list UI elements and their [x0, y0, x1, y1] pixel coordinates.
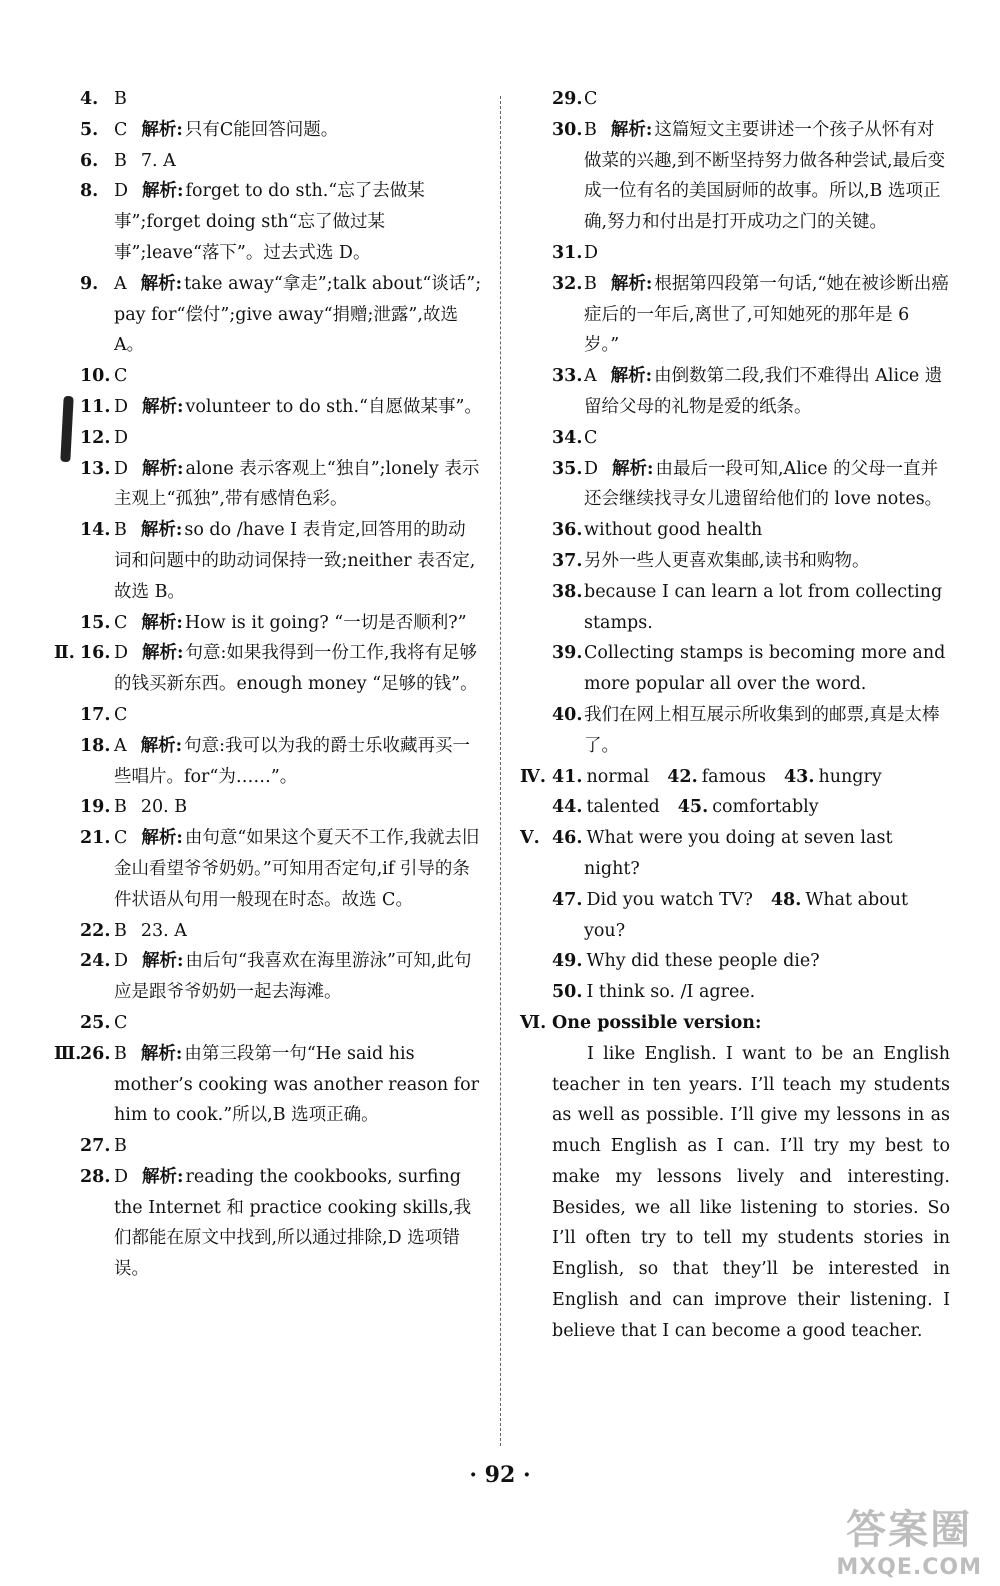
question-number: 37. — [552, 550, 583, 571]
answer-text: 由倒数第二段,我们不难得出 Alice 遗留给父母的礼物是爱的纸条。 — [584, 366, 943, 417]
answer-letter: C — [114, 612, 128, 633]
answer-entry — [54, 1131, 482, 1162]
answer-entry — [520, 638, 950, 700]
answer-letter: C — [114, 366, 128, 387]
question-number: 48. — [770, 889, 802, 910]
question-number: 8. — [80, 181, 99, 202]
answer-letter: D — [114, 643, 129, 664]
question-number: 34. — [552, 427, 583, 448]
analysis-label: 解析: — [140, 735, 183, 756]
question-number: 18. — [80, 735, 111, 756]
analysis-label: 解析: — [610, 366, 653, 387]
inline-answer — [552, 951, 820, 971]
analysis-label: 解析: — [612, 458, 654, 479]
answer-letter: A — [114, 273, 127, 294]
answer-letter: B — [114, 797, 127, 818]
inline-answers — [552, 767, 900, 787]
answer-text: comfortably — [712, 797, 819, 818]
section-marker: Ⅴ. — [520, 828, 540, 849]
section-4-row-2 — [520, 792, 950, 823]
question-number: 33. — [552, 366, 583, 387]
answer-letter: C — [114, 119, 128, 140]
answer-text: take away“拿走”;talk about“谈话”; pay for“偿付”;give away“捐赠;泄露”,故选 A。 — [114, 273, 482, 356]
answer-letter: A — [584, 366, 597, 387]
inline-answers — [552, 890, 908, 941]
answer-letter: C — [114, 1012, 128, 1033]
section-5-row — [520, 946, 950, 977]
essay-title — [520, 1008, 950, 1039]
analysis-label: 解析: — [140, 273, 183, 294]
answer-text: talented — [586, 797, 660, 818]
answer-entry — [54, 176, 482, 268]
answer-text: 根据第四段第一句话,“她在被诊断出癌症后的一年后,离世了,可知她死的那年是 6 岁。” — [584, 273, 949, 356]
analysis-label: 解析: — [141, 119, 183, 140]
answer-text: because I can learn a lot from collecting stamps. — [584, 581, 943, 633]
question-number: 43. — [784, 766, 815, 787]
analysis-label: 解析: — [141, 828, 183, 849]
answer-text: What about you? — [584, 889, 909, 941]
answer-text: 由第三段第一句“He said his mother’s cooking was another reason for him to cook.”所以,B 选项正确。 — [114, 1043, 480, 1126]
analysis-label: 解析: — [142, 643, 184, 664]
analysis-label: 解析: — [142, 396, 184, 417]
inline-answer — [784, 767, 882, 787]
inline-answer — [552, 797, 660, 817]
analysis-label: 解析: — [141, 612, 183, 633]
section-4-row-1 — [520, 762, 950, 793]
answer-letter: D — [114, 427, 129, 448]
answer-letter: C — [584, 89, 598, 109]
analysis-label: 解析: — [610, 273, 653, 294]
question-number: 19. — [80, 797, 111, 818]
question-number: 5. — [80, 119, 99, 140]
analysis-label: 解析: — [142, 1166, 184, 1187]
watermark — [836, 1498, 982, 1580]
answer-letter: D — [584, 242, 599, 263]
question-number: 35. — [552, 458, 583, 479]
answer-entry — [54, 608, 482, 639]
answer-entry — [54, 392, 482, 423]
answer-entry — [54, 916, 482, 947]
answer-letter: B — [114, 1043, 127, 1064]
section-marker: Ⅲ. — [54, 1043, 82, 1064]
inline-answers — [552, 828, 892, 879]
answer-entry — [54, 515, 482, 607]
answer-letter: B — [114, 1136, 127, 1157]
inline-answer — [552, 767, 649, 787]
answer-letter: C — [584, 427, 598, 448]
question-number: 4. — [80, 89, 99, 109]
extra-answer: 23. A — [140, 920, 187, 941]
answer-text: Why did these people die? — [586, 951, 820, 972]
watermark-url: MXQE.COM — [836, 1555, 982, 1580]
answer-letter: B — [114, 920, 127, 941]
inline-answer — [552, 828, 892, 879]
answer-letter: B — [114, 150, 127, 171]
answer-entry — [54, 454, 482, 516]
answer-entry — [54, 1162, 482, 1285]
essay — [520, 1039, 950, 1347]
answer-text: 由句意“如果这个夏天不工作,我就去旧金山看望爷爷奶奶。”可知用否定句,if 引导的条件状语从句用一般现在时态。故选 C。 — [114, 828, 480, 910]
inline-answers — [552, 951, 838, 971]
answer-letter: B — [584, 273, 597, 294]
column-divider — [500, 96, 501, 1446]
question-number: 38. — [552, 581, 583, 602]
question-number: 21. — [80, 828, 111, 849]
answer-entry — [54, 84, 482, 115]
inline-answer — [552, 982, 755, 1002]
answer-entry — [54, 146, 482, 177]
answer-text: 句意:我可以为我的爵士乐收藏再买一些唱片。for“为……”。 — [114, 735, 471, 787]
question-number: 50. — [552, 982, 583, 1003]
question-number: 12. — [80, 427, 111, 448]
question-number: 44. — [552, 797, 583, 818]
question-number: 42. — [667, 766, 698, 787]
extra-answer: 7. A — [140, 150, 176, 171]
answer-entry — [54, 115, 482, 146]
inline-answer — [552, 890, 753, 910]
inline-answers — [552, 982, 773, 1002]
answer-text: famous — [701, 766, 766, 787]
answer-text: without good health — [584, 520, 763, 541]
answer-text: 我们在网上相互展示所收集到的邮票,真是太棒了。 — [584, 704, 940, 756]
answer-letter: D — [114, 1166, 129, 1187]
answer-entry — [54, 1008, 482, 1039]
answer-text: What were you doing at seven last night? — [584, 828, 893, 879]
answer-text: How is it going? “一切是否顺利?” — [184, 612, 467, 633]
analysis-label: 解析: — [142, 181, 184, 202]
question-number: 15. — [80, 612, 111, 633]
answer-entry — [54, 731, 482, 793]
answer-letter: D — [584, 458, 599, 479]
question-number: 24. — [80, 951, 111, 972]
answer-entry — [520, 84, 950, 115]
answer-letter: D — [114, 396, 129, 417]
watermark-logo: 答案圈 — [846, 1507, 973, 1553]
answer-text: 由最后一段可知,Alice 的父母一直并还会继续找寻女儿遗留给他们的 love notes。 — [584, 458, 943, 510]
answer-entry — [520, 700, 950, 762]
answer-letter: B — [114, 520, 127, 541]
section-marker: Ⅱ. — [54, 643, 75, 664]
answer-letter: B — [584, 119, 597, 140]
answer-text: so do /have I 表肯定,回答用的助动词和问题中的助动词保持一致;neither 表否定,故选 B。 — [114, 520, 476, 602]
question-number: 6. — [80, 150, 99, 171]
analysis-label: 解析: — [142, 458, 184, 479]
section-5-row — [520, 823, 950, 885]
answer-entry — [520, 454, 950, 516]
section-marker: Ⅳ. — [520, 766, 546, 787]
answer-entry — [54, 946, 482, 1008]
question-number: 45. — [677, 797, 709, 818]
answer-text: 另外一些人更喜欢集邮,读书和购物。 — [584, 550, 870, 571]
question-number: 40. — [552, 704, 583, 725]
page-number: · 92 · — [469, 1462, 531, 1488]
answer-letter: C — [114, 828, 128, 849]
inline-answer — [667, 767, 766, 787]
answer-entry — [520, 361, 950, 423]
answer-text: 这篇短文主要讲述一个孩子从怀有对做菜的兴趣,到不断坚持努力做各种尝试,最后变成一位有名的美国厨师的故事。所以,B 选项正确,努力和付出是打开成功之门的关键。 — [584, 119, 946, 233]
question-number: 46. — [552, 828, 583, 849]
question-number: 17. — [80, 704, 111, 725]
question-number: 10. — [80, 366, 111, 387]
answer-entry — [520, 546, 950, 577]
answer-letter: A — [114, 735, 127, 756]
answer-letter: D — [114, 181, 129, 202]
answer-entry — [54, 638, 482, 700]
answer-letter: D — [114, 951, 129, 972]
answer-entry — [54, 823, 482, 915]
answer-letter: C — [114, 704, 128, 725]
answer-text: 由后句“我喜欢在海里游泳”可知,此句应是跟爷爷奶奶一起去海滩。 — [114, 951, 472, 1003]
question-number: 27. — [80, 1136, 111, 1157]
left-column — [54, 84, 482, 1285]
analysis-label: 解析: — [142, 951, 184, 972]
answer-text: hungry — [818, 766, 882, 787]
answer-text: I think so. /I agree. — [586, 982, 756, 1003]
answer-entry — [54, 792, 482, 823]
section-marker: Ⅵ. — [520, 1012, 547, 1033]
answer-entry — [54, 269, 482, 361]
answer-text: alone 表示客观上“独自”;lonely 表示主观上“孤独”,带有感情色彩。 — [114, 458, 480, 510]
answer-entry — [520, 238, 950, 269]
analysis-label: 解析: — [140, 520, 183, 541]
section-5-row — [520, 977, 950, 1008]
question-number: 11. — [80, 396, 111, 417]
answer-entry — [54, 700, 482, 731]
extra-answer: 20. B — [140, 797, 188, 818]
answer-text: forget to do sth.“忘了去做某事”;forget doing sth“忘了做过某事”;leave“落下”。过去式选 D。 — [114, 181, 425, 263]
answer-text: 句意:如果我得到一份工作,我将有足够的钱买新东西。enough money “足够的钱”。 — [114, 643, 478, 695]
answer-entry — [54, 361, 482, 392]
question-number: 22. — [80, 920, 111, 941]
answer-text: normal — [586, 766, 650, 787]
question-number: 49. — [552, 951, 583, 972]
question-number: 25. — [80, 1012, 111, 1033]
question-number: 47. — [552, 889, 583, 910]
inline-answers — [552, 797, 837, 817]
answer-entry — [520, 269, 950, 361]
question-number: 32. — [552, 273, 583, 294]
inline-answer — [678, 797, 819, 817]
question-number: 14. — [80, 520, 111, 541]
answer-entry — [520, 115, 950, 238]
question-number: 28. — [80, 1166, 111, 1187]
answer-text: Did you watch TV? — [586, 889, 753, 910]
essay-text: I like English. I want to be an English teacher in ten years. I’ll teach my students as well as possible. I’ll give my lessons in as much English as I can. I’ll try my best to make my lessons lively and interesting. Besides, we all like listening to stories. So I’ll often try to tell my students stories in English, so that they’ll be interested in English and can improve their listening. I believe that I can become a good teacher. — [552, 1043, 950, 1341]
answer-entry — [54, 1039, 482, 1131]
analysis-label: 解析: — [610, 119, 653, 140]
answer-entry — [520, 577, 950, 639]
question-number: 9. — [80, 273, 99, 294]
question-number: 26. — [80, 1043, 111, 1064]
question-number: 31. — [552, 242, 583, 263]
answer-letter: D — [114, 458, 129, 479]
analysis-label: 解析: — [140, 1043, 183, 1064]
question-number: 16. — [80, 643, 111, 664]
section-5-row — [520, 885, 950, 947]
question-number: 39. — [552, 643, 583, 664]
answer-text: volunteer to do sth.“自愿做某事”。 — [185, 396, 482, 417]
question-number: 29. — [552, 89, 583, 109]
question-number: 30. — [552, 119, 583, 140]
essay-heading: One possible version: — [552, 1012, 762, 1033]
answer-letter: B — [114, 89, 127, 109]
question-number: 41. — [552, 766, 583, 787]
question-number: 13. — [80, 458, 111, 479]
answer-text: Collecting stamps is becoming more and more popular all over the word. — [584, 643, 946, 695]
answer-text: reading the cookbooks, surfing the Internet 和 practice cooking skills,我们都能在原文中找到,所以通过排除,D 选项错误。 — [114, 1166, 472, 1280]
answer-entry — [54, 423, 482, 454]
answer-text: 只有C能回答问题。 — [184, 119, 339, 140]
right-column — [520, 84, 950, 1347]
answer-entry — [520, 515, 950, 546]
question-number: 36. — [552, 520, 583, 541]
answer-entry — [520, 423, 950, 454]
